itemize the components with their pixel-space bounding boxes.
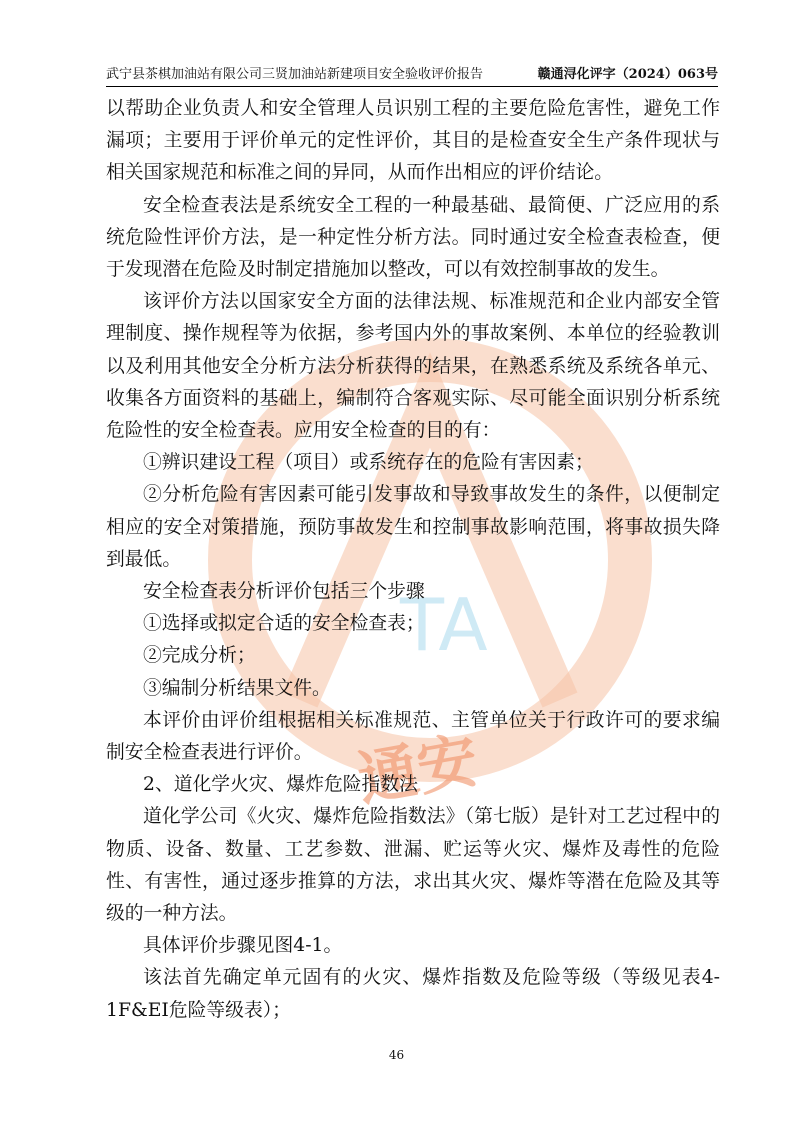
page-header <box>106 64 718 87</box>
watermark-text: 通安 <box>352 725 484 816</box>
paragraph: 以帮助企业负责人和安全管理人员识别工程的主要危险危害性，避免工作漏项；主要用于评价单元的定性评价，其目的是检查安全生产条件现状与相关国家规范和标准之间的异同，从而作出相应的评价结论。 <box>106 98 720 184</box>
paragraph: 该评价方法以国家安全方面的法律法规、标准规范和企业内部安全管理制度、操作规程等为依据，参考国内外的事故案例、本单位的经验教训以及利用其他安全分析方法分析获得的结果，在熟悉系统及系统各单元、收集各方面资料的基础上，编制符合客观实际、尽可能全面识别分析系统危险性的安全检查表。应用安全检查的目的有： <box>106 291 720 442</box>
watermark-letters: TA <box>400 583 488 667</box>
paragraph: 本评价由评价组根据相关标准规范、主管单位关于行政许可的要求编制安全检查表进行评价。 <box>106 709 720 764</box>
list-item: ②分析危险有害因素可能引发事故和导致事故发生的条件，以便制定相应的安全对策措施，预防事故发生和控制事故影响范围，将事故损失降到最低。 <box>106 484 720 570</box>
document-number: 赣通浔化评字（2024）063号 <box>537 67 718 82</box>
paragraph: 安全检查表法是系统安全工程的一种最基础、最简便、广泛应用的系统危险性评价方法，是一种定性分析方法。同时通过安全检查表检查，便于发现潜在危险及时制定措施加以整改，可以有效控制事故的发生。 <box>106 194 720 281</box>
paragraph: 安全检查表分析评价包括三个步骤 <box>143 581 425 603</box>
page-body <box>106 93 720 1027</box>
list-item: ①选择或拟定合适的安全检查表； <box>143 613 425 635</box>
list-item: ②完成分析； <box>143 645 256 667</box>
list-item: ①辨识建设工程（项目）或系统存在的危险有害因素； <box>143 452 594 474</box>
list-item: ③编制分析结果文件。 <box>143 677 331 699</box>
paragraph: 道化学公司《火灾、爆炸危险指数法》（第七版）是针对工艺过程中的物质、设备、数量、工艺参数、泄漏、贮运等火灾、爆炸及毒性的危险性、有害性，通过逐步推算的方法，求出其火灾、爆炸等潜在危险及其等级的一种方法。 <box>106 806 720 925</box>
report-title: 武宁县茶棋加油站有限公司三贤加油站新建项目安全验收评价报告 <box>106 67 484 82</box>
page-number: 46 <box>388 1048 405 1062</box>
paragraph: 具体评价步骤见图4-1。 <box>143 935 343 957</box>
section-heading: 2、道化学火灾、爆炸危险指数法 <box>143 774 418 796</box>
paragraph: 该法首先确定单元固有的火灾、爆炸指数及危险等级（等级见表4-1F&EI危险等级表）； <box>106 967 720 1021</box>
